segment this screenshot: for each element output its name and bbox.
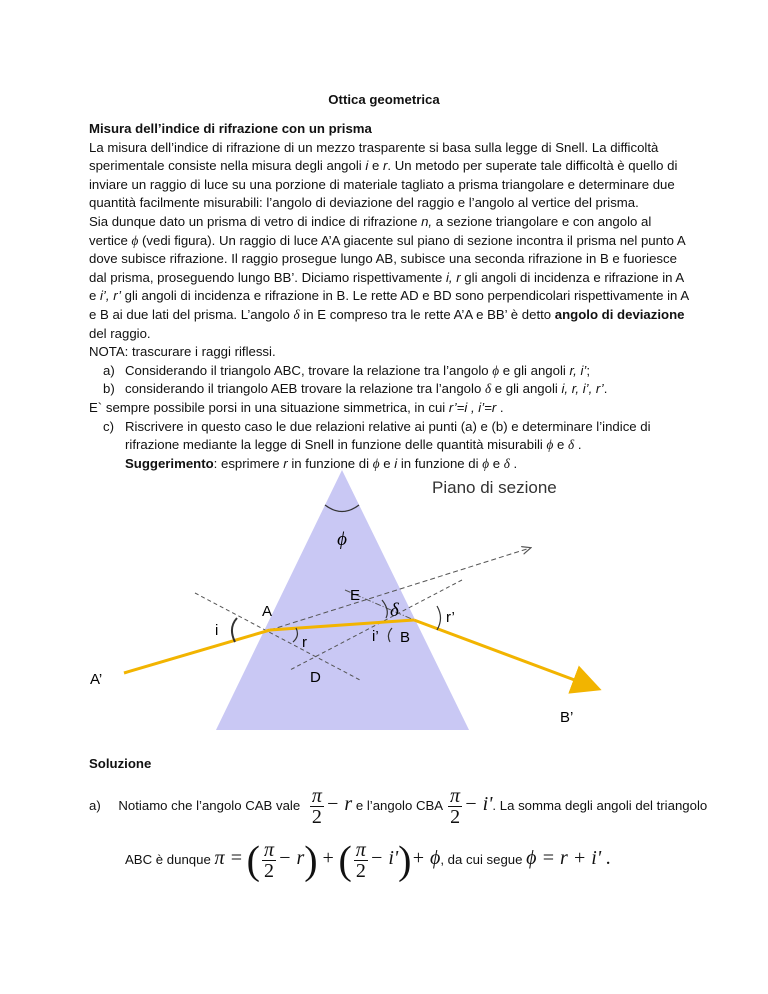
solution-heading: Soluzione <box>89 756 152 771</box>
question-c: c) Riscrivere in questo caso le due relazioni relative ai punti (a) e (b) e determinare l’indice di rifrazione mediante la legge di Snell in funzione delle quantità misurabili ϕ e δ . <box>103 418 651 453</box>
prism-figure <box>0 470 768 730</box>
solution-line-1: a) Notiamo che l’angolo CAB vale $\frac{\pi}{2}$ − r e l’angolo CBA $\frac{\pi}{2}$ − i'. La somma degli angoli del triangolo <box>89 785 708 828</box>
section-heading: Misura dell’indice di rifrazione con un prisma <box>89 121 372 136</box>
note: NOTA: trascurare i raggi riflessi. <box>89 344 276 360</box>
label-rp: r’ <box>446 609 455 626</box>
label-r: r <box>302 634 307 651</box>
paragraph-intro: La misura dell’indice di rifrazione di un mezzo trasparente si basa sulla legge di Snell. La difficoltà sperimentale consiste nella misura degli angoli i e r. Un metodo per superate tale difficoltà è quello di inviare un raggio di luce su una porzione di materiale tagliato a prisma triangolare e determinare due quantità facilmente misurabili: l’angolo di deviazione del raggio e l’angolo al vertice del prisma. <box>89 139 678 211</box>
solution-line-2: ABC è dunque π = ( $\frac{\pi}{2}$ − r) + ( $\frac{\pi}{2}$ − i')+ ϕ, da cui segue ϕ = r + i' . <box>125 837 612 883</box>
label-B: B <box>400 629 411 646</box>
label-Bp: B’ <box>560 709 574 726</box>
label-plane: Piano di sezione <box>432 478 557 497</box>
label-delta: δ <box>390 600 399 621</box>
label-A: A <box>262 603 273 620</box>
page-title: Ottica geometrica <box>328 92 440 107</box>
problem-text <box>89 120 689 473</box>
symmetric-note: E` sempre possibile porsi in una situazione simmetrica, in cui r’=i , i’=r . <box>89 399 504 415</box>
label-E: E <box>350 587 361 604</box>
label-phi: ϕ <box>337 529 347 550</box>
hint: Suggerimento: esprimere r in funzione di ϕ e i in funzione di ϕ e δ . <box>125 455 518 471</box>
question-b: b) considerando il triangolo AEB trovare la relazione tra l’angolo δ e gli angoli i, r, i’, r’. <box>103 381 608 397</box>
prism <box>215 470 470 730</box>
label-Ap: A’ <box>90 671 103 688</box>
label-ip: i’ <box>372 628 379 645</box>
label-i: i <box>215 622 219 639</box>
label-D: D <box>310 669 321 686</box>
paragraph-setup: Sia dunque dato un prisma di vetro di indice di rifrazione n, a sezione triangolare e con angolo al vertice ϕ (vedi figura). Un raggio di luce A’A giacente sul piano di sezione incontra il prisma nel punto A dove subisce rifrazione. Il raggio prosegue lungo AB, subisce una seconda rifrazione in B e fuoriesce dal prisma, proseguendo lungo BB’. Diciamo rispettivamente i, r gli angoli di incidenza e rifrazione in A e i’, r’ gli angoli di incidenza e rifrazione in B. Le rette AD e BD sono perpendicolari rispettivamente in A e B ai due lati del prisma. L’angolo δ in E compreso tra le rette A’A e BB’ è detto angolo di deviazione del raggio. <box>89 213 689 341</box>
arc-rp <box>437 606 441 630</box>
question-a: a) Considerando il triangolo ABC, trovare la relazione tra l’angolo ϕ e gli angoli r, i’; <box>103 362 591 378</box>
